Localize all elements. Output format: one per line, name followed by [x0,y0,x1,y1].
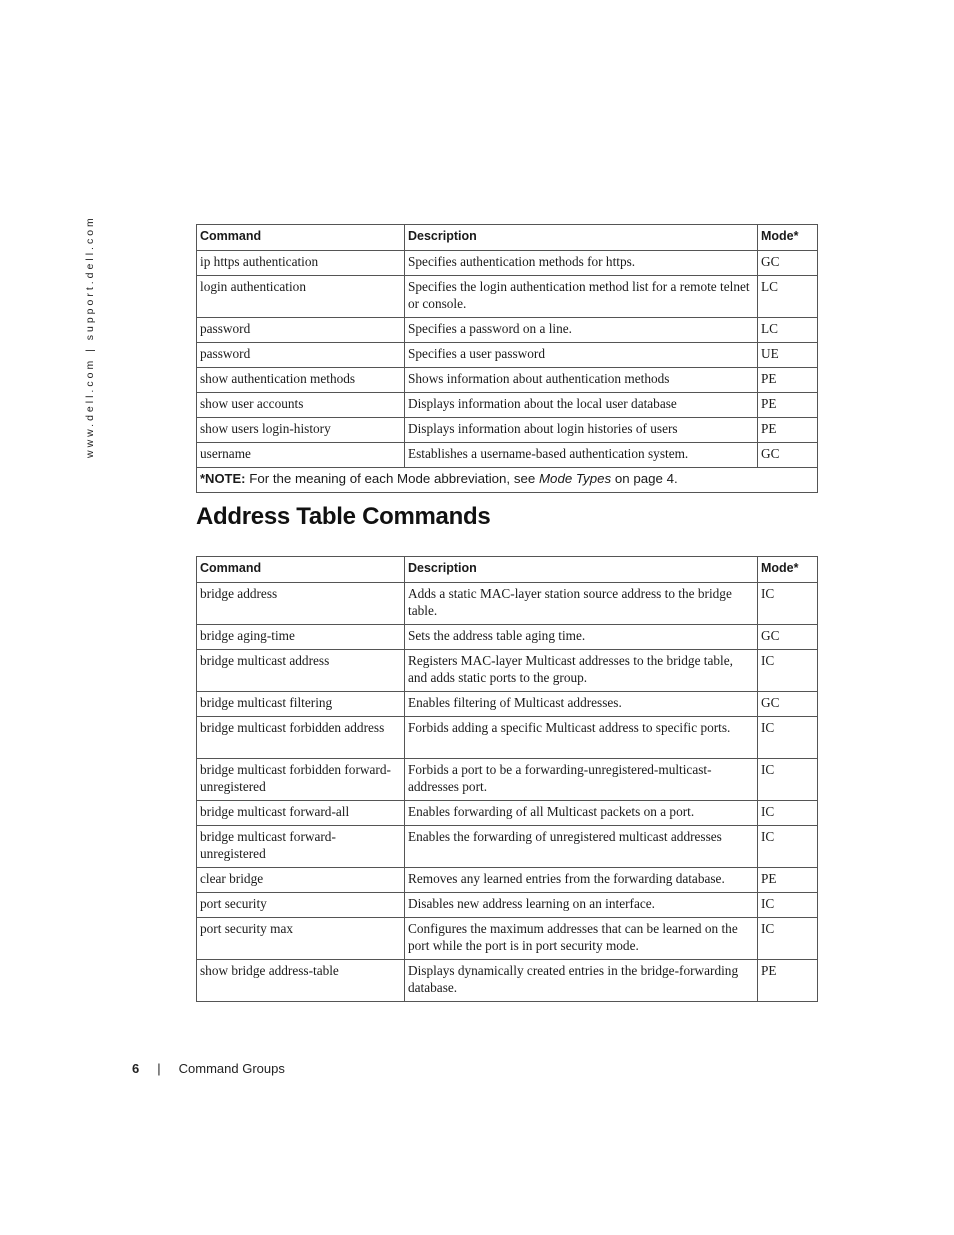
mode-cell: UE [758,343,818,368]
table-row [197,625,818,650]
note-row [197,468,818,493]
description-cell: Enables forwarding of all Multicast packets on a port. [405,801,758,826]
description-cell: Enables the forwarding of unregistered multicast addresses [405,826,758,868]
mode-cell: PE [758,368,818,393]
command-cell: bridge aging-time [197,625,405,650]
command-cell: password [197,343,405,368]
note-cell [197,468,818,493]
note-text: For the meaning of each Mode abbreviation, see [249,471,536,486]
table-row [197,960,818,1002]
description-cell: Adds a static MAC-layer station source address to the bridge table. [405,583,758,625]
command-cell: show user accounts [197,393,405,418]
command-cell: bridge multicast forward-unregistered [197,826,405,868]
command-cell: bridge address [197,583,405,625]
note-reference: Mode Types [538,471,612,486]
table-row [197,826,818,868]
mode-cell: GC [758,251,818,276]
description-cell: Specifies a password on a line. [405,318,758,343]
page-footer [132,1061,285,1076]
command-cell: clear bridge [197,868,405,893]
note-text-end: on page 4. [614,471,678,486]
command-cell: bridge multicast address [197,650,405,692]
command-cell: port security max [197,918,405,960]
description-cell: Specifies authentication methods for https. [405,251,758,276]
table-row [197,318,818,343]
mode-cell: LC [758,318,818,343]
table-row [197,276,818,318]
section-heading: Address Table Commands [196,503,491,530]
command-cell: show users login-history [197,418,405,443]
description-cell: Configures the maximum addresses that can be learned on the port while the port is in port security mode. [405,918,758,960]
table-row [197,918,818,960]
table-header-row [197,557,818,583]
mode-cell: GC [758,625,818,650]
side-url: www.dell.com | support.dell.com [84,215,96,458]
mode-cell: LC [758,276,818,318]
mode-cell: IC [758,801,818,826]
description-cell: Displays information about login histories of users [405,418,758,443]
command-cell: password [197,318,405,343]
description-cell: Displays dynamically created entries in the bridge-forwarding database. [405,960,758,1002]
table-row [197,759,818,801]
description-cell: Sets the address table aging time. [405,625,758,650]
footer-separator: | [157,1061,161,1076]
command-cell: bridge multicast filtering [197,692,405,717]
command-cell: bridge multicast forward-all [197,801,405,826]
header-description: Description [405,225,758,251]
command-cell: show authentication methods [197,368,405,393]
table-row [197,717,818,759]
mode-cell: GC [758,692,818,717]
description-cell: Establishes a username-based authentication system. [405,443,758,468]
description-cell: Forbids a port to be a forwarding-unregistered-multicast-addresses port. [405,759,758,801]
description-cell: Displays information about the local user database [405,393,758,418]
description-cell: Enables filtering of Multicast addresses. [405,692,758,717]
mode-cell: IC [758,918,818,960]
table-row [197,368,818,393]
mode-cell: IC [758,583,818,625]
authentication-commands-table [196,224,818,493]
command-cell: show bridge address-table [197,960,405,1002]
footer-section-title: Command Groups [178,1061,285,1076]
mode-cell: IC [758,717,818,759]
table-header-row [197,225,818,251]
header-mode: Mode* [758,225,818,251]
description-cell: Shows information about authentication methods [405,368,758,393]
command-cell: ip https authentication [197,251,405,276]
description-cell: Specifies a user password [405,343,758,368]
command-cell: bridge multicast forbidden address [197,717,405,759]
mode-cell: IC [758,826,818,868]
mode-cell: PE [758,960,818,1002]
header-description: Description [405,557,758,583]
address-table-commands-table [196,556,818,1002]
header-command: Command [197,557,405,583]
table-row [197,393,818,418]
table-row [197,418,818,443]
command-cell: login authentication [197,276,405,318]
table-row [197,692,818,717]
mode-cell: IC [758,893,818,918]
mode-cell: IC [758,650,818,692]
description-cell: Removes any learned entries from the forwarding database. [405,868,758,893]
header-command: Command [197,225,405,251]
table-row [197,583,818,625]
table-row [197,343,818,368]
header-mode: Mode* [758,557,818,583]
command-cell: username [197,443,405,468]
page-number: 6 [132,1061,140,1076]
mode-cell: IC [758,759,818,801]
table-row [197,893,818,918]
mode-cell: PE [758,418,818,443]
description-cell: Specifies the login authentication method list for a remote telnet or console. [405,276,758,318]
table-row [197,801,818,826]
description-cell: Registers MAC-layer Multicast addresses to the bridge table, and adds static ports to the group. [405,650,758,692]
mode-cell: PE [758,393,818,418]
mode-cell: PE [758,868,818,893]
command-cell: port security [197,893,405,918]
table-row [197,650,818,692]
table-row [197,443,818,468]
mode-cell: GC [758,443,818,468]
table-row [197,868,818,893]
command-cell: bridge multicast forbidden forward-unregistered [197,759,405,801]
description-cell: Disables new address learning on an interface. [405,893,758,918]
note-label: *NOTE: [200,471,246,486]
table-row [197,251,818,276]
description-cell: Forbids adding a specific Multicast address to specific ports. [405,717,758,759]
